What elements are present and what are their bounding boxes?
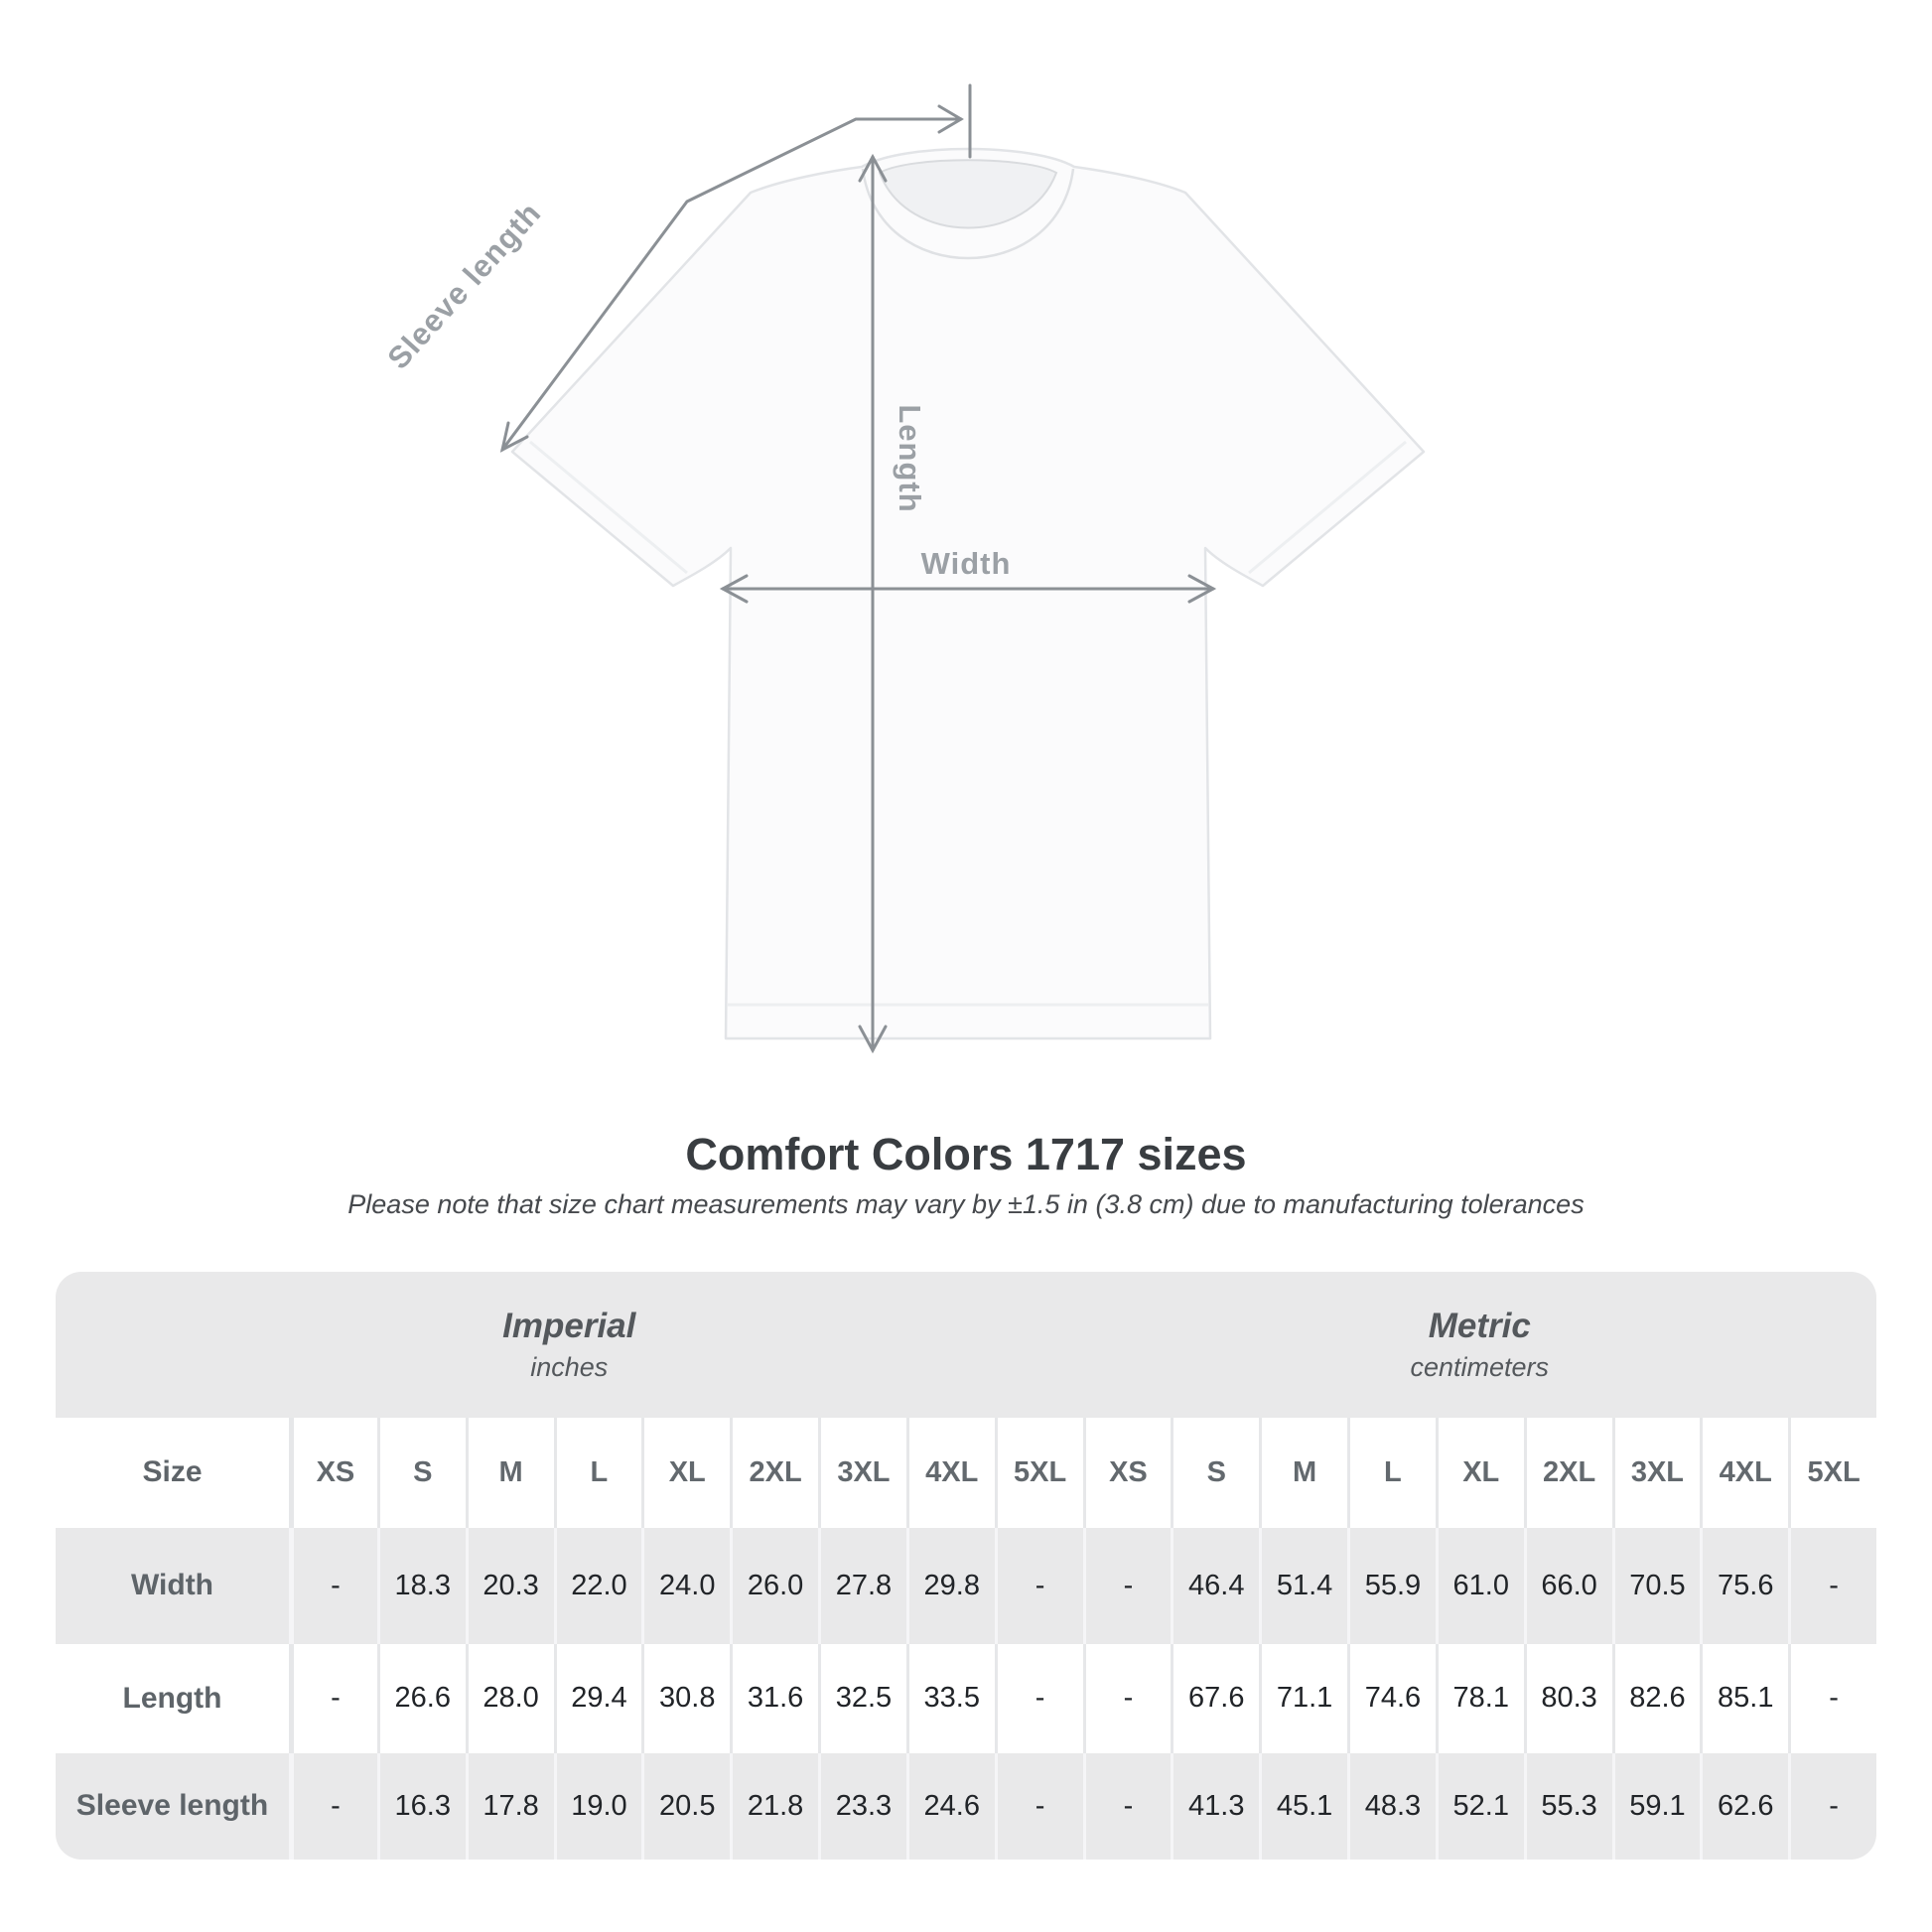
size-col-header: Size [142, 1455, 203, 1488]
imperial-group-header [56, 1272, 1083, 1418]
size-imperial-xs: XS [289, 1418, 377, 1528]
size-imperial-2xl: 2XL [730, 1418, 818, 1528]
sleeve-imperial-value: 20.5 [641, 1753, 730, 1860]
size-table [56, 1272, 1876, 1860]
size-metric-3xl: 3XL [1612, 1418, 1701, 1528]
length-metric-value: 85.1 [1700, 1644, 1788, 1753]
width-imperial-value: 18.3 [377, 1528, 466, 1644]
size-metric-m: M [1259, 1418, 1347, 1528]
metric-title: Metric [1428, 1306, 1531, 1345]
size-metric-s: S [1171, 1418, 1259, 1528]
width-metric-value: 61.0 [1436, 1528, 1524, 1644]
page-subtitle: Please note that size chart measurements may vary by ±1.5 in (3.8 cm) due to manufacturing tolerances [347, 1188, 1585, 1219]
width-metric-value: 46.4 [1171, 1528, 1259, 1644]
sleeve-imperial-value: - [289, 1753, 377, 1860]
length-metric-value: 78.1 [1436, 1644, 1524, 1753]
page-title: Comfort Colors 1717 sizes [685, 1129, 1247, 1179]
length-imperial-value: - [289, 1644, 377, 1753]
size-header-row [56, 1418, 1876, 1528]
width-imperial-value: - [289, 1528, 377, 1644]
sleeve-imperial-value: 16.3 [377, 1753, 466, 1860]
sleeve-imperial-value: 24.6 [906, 1753, 995, 1860]
length-metric-value: 67.6 [1171, 1644, 1259, 1753]
size-metric-xs: XS [1083, 1418, 1172, 1528]
metric-unit: centimeters [1410, 1351, 1550, 1382]
width-metric-value: 66.0 [1524, 1528, 1612, 1644]
width-imperial-value: 20.3 [466, 1528, 554, 1644]
sleeve-imperial-value: 23.3 [818, 1753, 906, 1860]
size-imperial-3xl: 3XL [818, 1418, 906, 1528]
sleeve-imperial-value: 21.8 [730, 1753, 818, 1860]
length-row-label: Length [122, 1681, 222, 1715]
size-imperial-5xl: 5XL [995, 1418, 1083, 1528]
sleeve-metric-value: 55.3 [1524, 1753, 1612, 1860]
length-metric-value: - [1788, 1644, 1876, 1753]
size-imperial-xl: XL [641, 1418, 730, 1528]
width-metric-value: 55.9 [1347, 1528, 1436, 1644]
size-imperial-l: L [554, 1418, 642, 1528]
width-metric-value: 51.4 [1259, 1528, 1347, 1644]
length-imperial-value: 33.5 [906, 1644, 995, 1753]
width-metric-value: 75.6 [1700, 1528, 1788, 1644]
metric-group-header [1083, 1272, 1877, 1418]
sleeve-metric-value: 45.1 [1259, 1753, 1347, 1860]
sleeve-metric-value: - [1788, 1753, 1876, 1860]
tshirt-graphic [512, 149, 1424, 1038]
width-label: Width [920, 546, 1012, 581]
length-imperial-value: 28.0 [466, 1644, 554, 1753]
length-imperial-value: - [995, 1644, 1083, 1753]
width-imperial-value: 24.0 [641, 1528, 730, 1644]
length-imperial-value: 29.4 [554, 1644, 642, 1753]
sleeve-metric-value: 41.3 [1171, 1753, 1259, 1860]
size-metric-4xl: 4XL [1700, 1418, 1788, 1528]
width-metric-value: 70.5 [1612, 1528, 1701, 1644]
sleeve-imperial-value: 19.0 [554, 1753, 642, 1860]
imperial-title: Imperial [502, 1306, 636, 1345]
length-metric-value: 80.3 [1524, 1644, 1612, 1753]
sleeve-imperial-value: 17.8 [466, 1753, 554, 1860]
sleeve-length-label: Sleeve length [380, 195, 548, 376]
size-metric-l: L [1347, 1418, 1436, 1528]
sleeve-metric-value: 52.1 [1436, 1753, 1524, 1860]
size-metric-2xl: 2XL [1524, 1418, 1612, 1528]
length-metric-value: 74.6 [1347, 1644, 1436, 1753]
length-metric-value: 71.1 [1259, 1644, 1347, 1753]
width-row [56, 1528, 1876, 1644]
length-metric-value: 82.6 [1612, 1644, 1701, 1753]
sleeve-length-row [56, 1753, 1876, 1860]
length-imperial-value: 26.6 [377, 1644, 466, 1753]
sleeve-metric-value: 48.3 [1347, 1753, 1436, 1860]
imperial-unit: inches [530, 1351, 609, 1382]
size-metric-xl: XL [1436, 1418, 1524, 1528]
width-imperial-value: 22.0 [554, 1528, 642, 1644]
sleeve-metric-value: 62.6 [1700, 1753, 1788, 1860]
size-imperial-4xl: 4XL [906, 1418, 995, 1528]
sleeve-length-row-label: Sleeve length [75, 1789, 269, 1822]
width-imperial-value: 27.8 [818, 1528, 906, 1644]
sleeve-metric-value: - [1083, 1753, 1172, 1860]
width-row-label: Width [130, 1569, 214, 1601]
sleeve-metric-value: 59.1 [1612, 1753, 1701, 1860]
length-label: Length [893, 404, 927, 513]
table-group-header-row [56, 1272, 1876, 1418]
length-imperial-value: 32.5 [818, 1644, 906, 1753]
size-metric-5xl: 5XL [1788, 1418, 1876, 1528]
length-row [56, 1644, 1876, 1753]
length-imperial-value: 30.8 [641, 1644, 730, 1753]
length-imperial-value: 31.6 [730, 1644, 818, 1753]
size-imperial-s: S [377, 1418, 466, 1528]
sleeve-imperial-value: - [995, 1753, 1083, 1860]
length-metric-value: - [1083, 1644, 1172, 1753]
width-imperial-value: 29.8 [906, 1528, 995, 1644]
width-imperial-value: - [995, 1528, 1083, 1644]
size-imperial-m: M [466, 1418, 554, 1528]
width-metric-value: - [1083, 1528, 1172, 1644]
width-metric-value: - [1788, 1528, 1876, 1644]
width-imperial-value: 26.0 [730, 1528, 818, 1644]
